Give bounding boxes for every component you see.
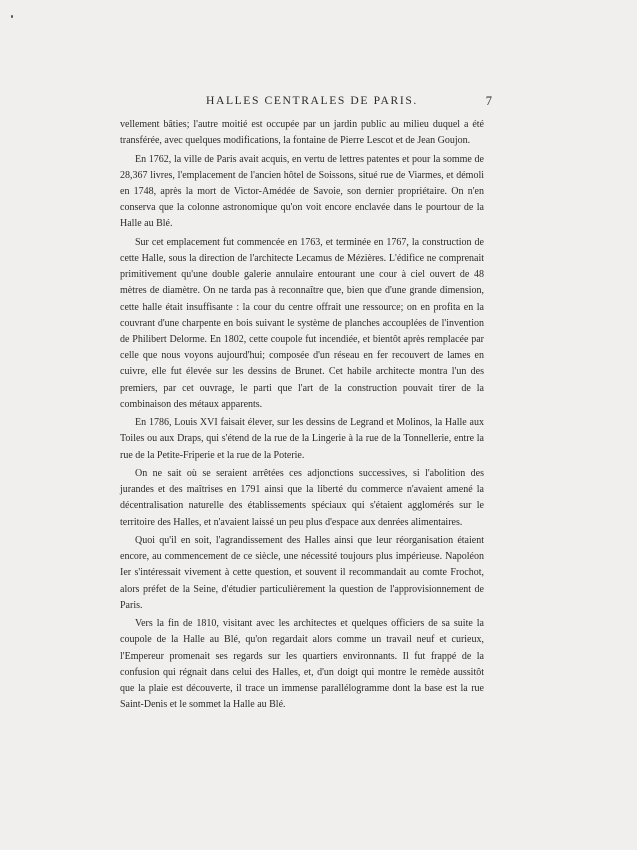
page-header [120,94,492,110]
body-text [120,117,484,716]
margin-mark [11,15,13,18]
paragraph: vellement bâties; l'autre moitié est occupée par un jardin public au milieu duquel a été transférée, avec quelques modifications, la fontaine de Pierre Lescot et de Jean Goujon. [120,119,484,147]
paragraph: On ne sait où se seraient arrêtées ces adjonctions successives, si l'abolition des jurandes et des maîtrises en 1791 ainsi que la liberté du commerce n'avaient amené la décentralisation naturelle des établissements spéciaux qui s'étaient agglomérés sur le territoire des Halles, et n'avaient laissé un peu plus d'espace aux denrées alimentaires. [120,468,484,528]
paragraph: Sur cet emplacement fut commencée en 1763, et terminée en 1767, la construction de cette Halle, sous la direction de l'architecte Lecamus de Mézières. L'édifice ne comprenait primitivement qu'une double galerie annulaire entourant une cour à ciel ouvert de 48 mètres de diamètre. On ne tarda pas à reconnaître que, bien que d'une grande dimension, cette halle était insuffisante : la cour du centre offrait une ressource; on en profita en la couvrant d'une charpente en bois suivant le système de planches accouplées de l'invention de Philibert Delorme. En 1802, cette coupole fut incendiée, et bientôt après remplacée par celle que nous voyons aujourd'hui; composée d'un réseau en fer recouvert de lames en cuivre, elle fut élevée sur les dessins de Brunet. Cet habile architecte montra l'un des premiers, par cet ouvrage, le parti que l'art de la construction pouvait tirer de la combinaison des métaux apparents. [120,236,484,410]
paragraph: Vers la fin de 1810, visitant avec les architectes et quelques officiers de sa suite la coupole de la Halle au Blé, qu'on regardait alors comme un travail neuf et curieux, l'Empereur promenait ses regards sur les quartiers environnants. Il fut frappé de la confusion qui régnait dans celui des Halles, et, d'un doigt qui montre le remède aussitôt que la plaie est découverte, il trace un immense parallélogramme dont la base est la rue Saint-Denis et le sommet la Halle au Blé. [120,618,484,711]
paragraph: Quoi qu'il en soit, l'agrandissement des Halles ainsi que leur réorganisation étaient encore, au commencement de ce siècle, une nécessité toujours plus impérieuse. Napoléon Ier s'intéressait vivement à cette question, et souvent il recommandait au comte Frochot, alors préfet de la Seine, d'étudier particulièrement la question de l'approvisionnement de Paris. [120,535,484,611]
running-title: HALLES CENTRALES DE PARIS. [206,94,418,107]
paragraph: En 1762, la ville de Paris avait acquis, en vertu de lettres patentes et pour la somme de 28,367 livres, l'emplacement de l'ancien hôtel de Soissons, situé rue de Viarmes, et démoli en 1748, après la mort de Victor-Amédée de Savoie, son dernier propriétaire. On n'en conserva que la colonne astronomique qu'on voit encore enclavée dans le pourtour de la Halle au Blé. [120,153,484,230]
paragraph: En 1786, Louis XVI faisait élever, sur les dessins de Legrand et Molinos, la Halle aux Toiles ou aux Draps, qui s'étend de la rue de la Lingerie à la rue de la Tonnellerie, entre la rue de la Petite-Friperie et la rue de la Poterie. [120,417,484,461]
page-number: 7 [485,94,492,108]
